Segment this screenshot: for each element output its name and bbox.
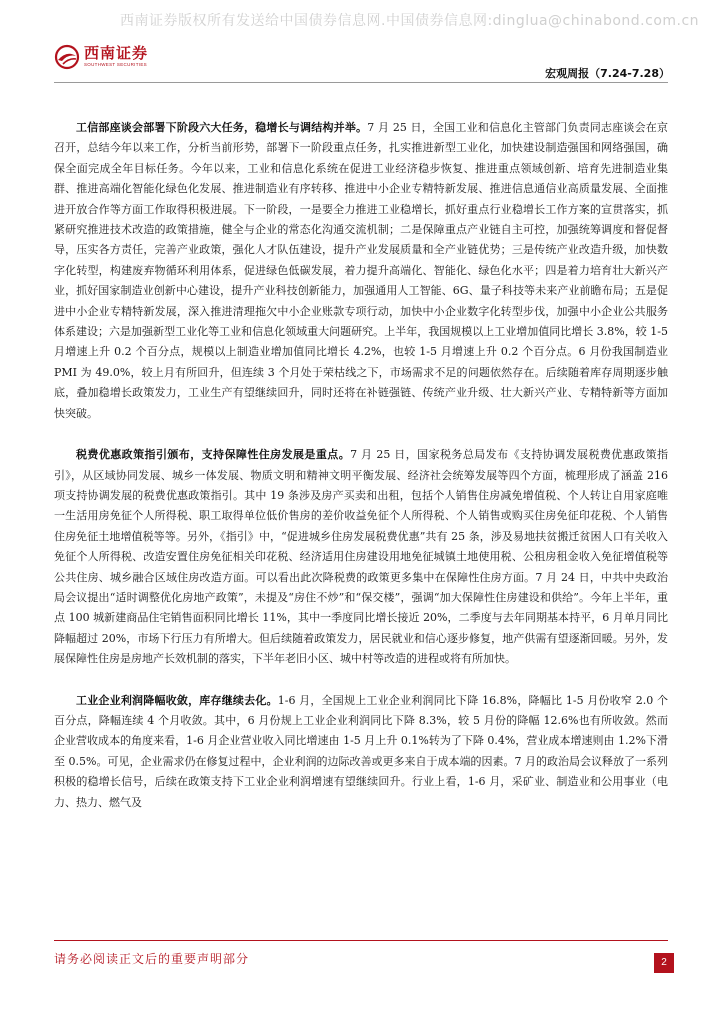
paragraph-lead: 税费优惠政策指引颁布，支持保障性住房发展是重点。 [76,448,351,462]
report-body [54,118,668,834]
report-title: 宏观周报（7.24-7.28） [545,67,670,80]
disclaimer-note: 请务必阅读正文后的重要声明部分 [54,952,250,966]
logo-wordmark [84,46,148,68]
header-divider [54,82,668,83]
company-logo [54,44,148,70]
paragraph-tax-policy [54,445,668,669]
paragraph-lead: 工信部座谈会部署下阶段六大任务，稳增长与调结构并举。 [76,121,368,134]
southwest-securities-logo-icon [54,44,80,70]
logo-english-name: SOUTHWEST SECURITIES [84,62,147,68]
footer-divider [54,940,668,941]
copyright-watermark: 西南证券版权所有发送给中国债券信息网.中国债券信息网:dinglua@chinabond.com.cn [120,13,700,29]
paragraph-text: 1-6 月，全国规上工业企业利润同比下降 16.8%，降幅比 1-5 月份收窄 2.0 个百分点，降幅连续 4 个月收敛。其中，6 月份规上工业企业利润同比下降 8.3%，较 5 月份的降幅 12.6%也有所收敛。然而企业营收成本的角度来看，1-6 月企业营业收入同比增速由 1-5 月上升 0.1%转为了下降 0.4%，营业成本增速则由 1.2%下滑至 0.5%。可见，企业需求仍在修复过程中，企业利润的边际改善或更多来自于成本端的因素。7 月的政治局会议释放了一系列积极的稳增长信号，后续在政策支持下工业企业利润增速有望继续回升。行业上看，1-6 月，采矿业、制造业和公用事业（电力、热力、燃气及 [54,693,669,809]
paragraph-text: 7 月 25 日，全国工业和信息化主管部门负责同志座谈会在京召开，总结今年以来工作，分析当前形势，部署下一阶段重点任务，扎实推进新型工业化，加快建设制造强国和网络强国，确保全面完成全年目标任务。今年以来，工业和信息化系统在促进工业经济稳步恢复、推进重点领域创新、培育先进制造业集群、推进高端化智能化绿色化发展、推进制造业有序转移、推进中小企业专精特新发展、推进信息通信业高质量发展、全面推进开放合作等方面工作取得积极进展。下一阶段，一是要全力推进工业稳增长，抓好重点行业稳增长工作方案的宣贯落实，抓紧研究推进技术改造的政策措施，健全与企业的常态化沟通交流机制；二是保障重点产业链自主可控，加强统筹调度和督促督导，压实各方责任，完善产业政策，强化人才队伍建设，提升产业发展质量和全产业链优势；三是传统产业改造升级，加快数字化转型，构建废弃物循环利用体系，促进绿色低碳发展，着力提升高端化、智能化、绿色化水平；四是着力培育壮大新兴产业，抓好国家制造业创新中心建设，提升产业科技创新能力，加强通用人工智能、6G、量子科技等未来产业前瞻布局；五是促进中小企业专精特新发展，深入推进清理拖欠中小企业账款专项行动，加快中小企业数字化转型步伐，加强中小企业公共服务体系建设；六是加强新型工业化等工业和信息化领域重大问题研究。上半年，我国规模以上工业增加值同比增长 3.8%，较 1-5 月增速上升 0.2 个百分点，规模以上制造业增加值同比增长 4.2%，也较 1-5 月增速上升 0.2 个百分点。6 月份我国制造业 PMI 为 49.0%，较上月有所回升，但连续 3 个月处于荣枯线之下，市场需求不足的问题依然存在。后续随着库存周期逐步触底，叠加稳增长政策发力，工业生产有望继续回升，同时还将在补链强链、传统产业升级、壮大新兴产业、专精特新等方面加快突破。 [54,121,669,420]
paragraph-text: 7 月 25 日，国家税务总局发布《支持协调发展税费优惠政策指引》，从区域协同发展、城乡一体发展、物质文明和精神文明平衡发展、经济社会统筹发展等四个方面，梳理形成了涵盖 216 项支持协调发展的税费优惠政策指引。其中 19 条涉及房产买卖和出租，包括个人销售住房减免增值税、个人转让自用家庭唯一生活用房免征个人所得税、职工取得单位低价售房的差价收益免征个人所得税、个人销售或购买住房免征印花税、个人销售住房免征土地增值税等等。另外，《指引》中，“促进城乡住房发展税费优惠”共有 25 条，涉及易地扶贫搬迁贫困人口有关收入免征个人所得税、改造安置住房免征相关印花税、经济适用住房建设用地免征城镇土地使用税、公租房租金收入免征增值税等公共住房、城乡融合区域住房改造方面。可以看出此次降税费的政策更多集中在保障性住房方面。7 月 24 日，中共中央政治局会议提出“适时调整优化房地产政策”，未提及“房住不炒”和“保交楼”，强调“加大保障性住房建设和供给”。今年上半年，重点 100 城新建商品住宅销售面积同比增长 11%，其中一季度同比增长接近 20%，二季度与去年同期基本持平，6 月单月同比降幅超过 20%，市场下行压力有所增大。但后续随着政策发力，居民就业和信心逐步修复，地产供需有望逐渐回暖。另外，发展保障性住房是房地产长效机制的落实，下半年老旧小区、城中村等改造的进程或将有所加快。 [54,448,668,666]
paragraph-industrial-profits [54,691,668,813]
page-number: 2 [654,953,674,973]
logo-chinese-name: 西南证券 [84,44,149,63]
paragraph-industry-meeting [54,118,668,424]
paragraph-lead: 工业企业利润降幅收敛，库存继续去化。 [76,693,278,707]
